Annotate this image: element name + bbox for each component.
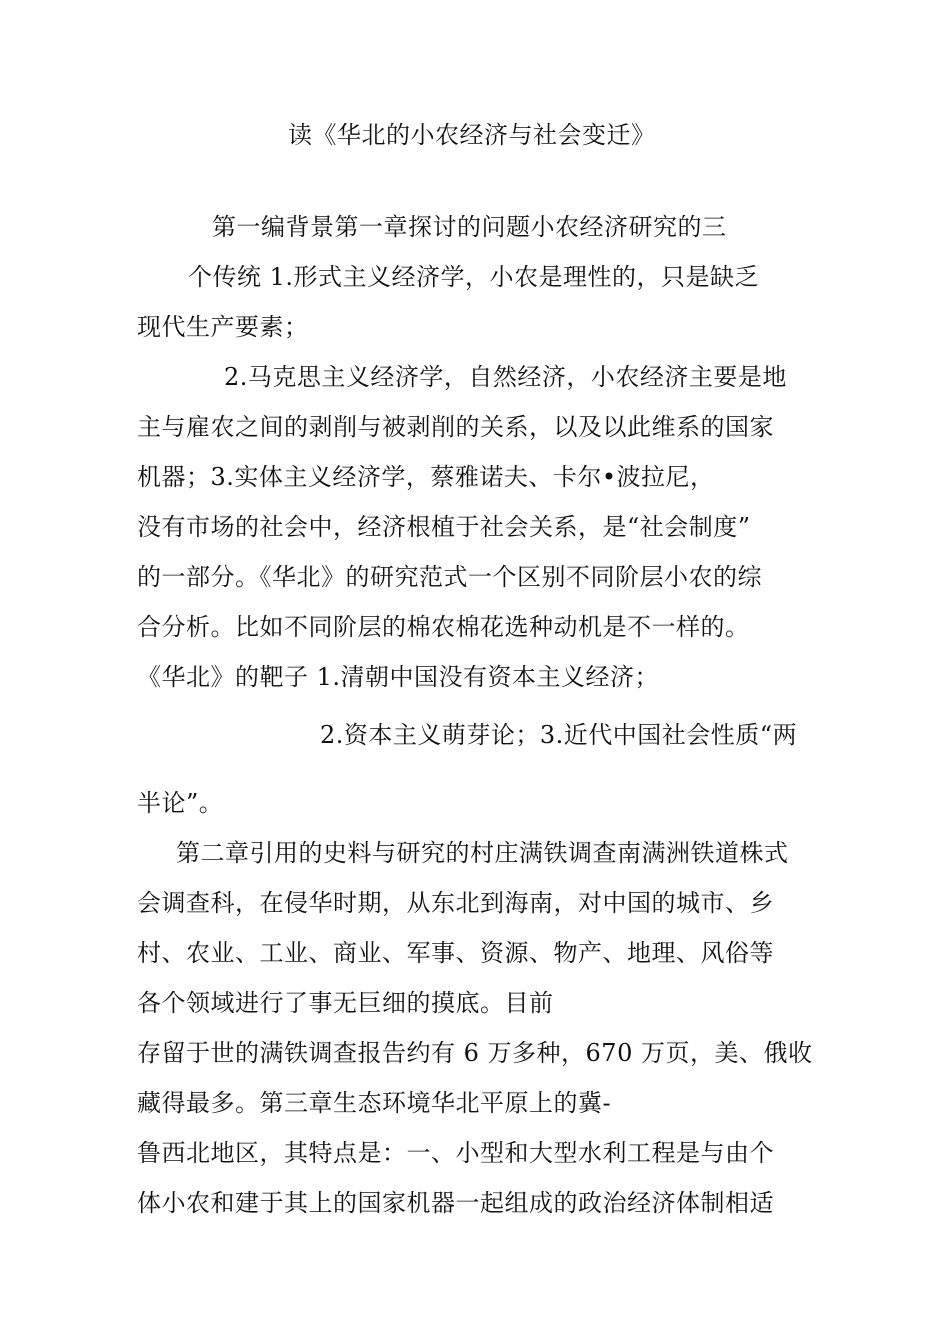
text-line: 的一部分。《华北》的研究范式一个区别不同阶层小农的综 — [137, 563, 762, 591]
text-line: 《华北》的靶子 1.清朝中国没有资本主义经济； — [137, 663, 660, 691]
text-line: 2.马克思主义经济学，自然经济，小农经济主要是地 — [224, 363, 787, 391]
text-line: 各个领域进行了事无巨细的摸底。目前 — [137, 989, 554, 1017]
text-line: 主与雇农之间的剥削与被剥削的关系，以及以此维系的国家 — [137, 413, 774, 441]
text-line: 存留于世的满铁调查报告约有 6 万多种，670 万页，美、俄收 — [137, 1039, 813, 1067]
text-line: 体小农和建于其上的国家机器一起组成的政治经济体制相适 — [137, 1189, 774, 1217]
text-line: 会调查科，在侵华时期，从东北到海南，对中国的城市、乡 — [137, 889, 774, 917]
text-line: 现代生产要素； — [137, 313, 309, 341]
text-line: 机器；3.实体主义经济学，蔡雅诺夫、卡尔•波拉尼， — [137, 463, 715, 491]
text-line: 藏得最多。第三章生态环境华北平原上的冀- — [137, 1089, 612, 1117]
text-line: 第二章引用的史料与研究的村庄满铁调查南满洲铁道株式 — [176, 839, 789, 867]
text-line: 半论”。 — [137, 789, 224, 817]
text-line: 合分析。比如不同阶层的棉农棉花选种动机是不一样的。 — [137, 613, 750, 641]
text-line: 鲁西北地区，其特点是：一、小型和大型水利工程是与由个 — [137, 1139, 774, 1167]
text-line: 村、农业、工业、商业、军事、资源、物产、地理、风俗等 — [137, 939, 774, 967]
text-line: 2.资本主义萌芽论；3.近代中国社会性质“两 — [320, 721, 798, 749]
text-line: 个传统 1.形式主义经济学，小农是理性的，只是缺乏 — [188, 263, 760, 291]
text-line: 第一编背景第一章探讨的问题小农经济研究的三 — [212, 213, 727, 241]
document-title: 读《华北的小农经济与社会变迁》 — [288, 121, 656, 149]
text-line: 没有市场的社会中，经济根植于社会关系，是“社会制度” — [137, 513, 751, 541]
